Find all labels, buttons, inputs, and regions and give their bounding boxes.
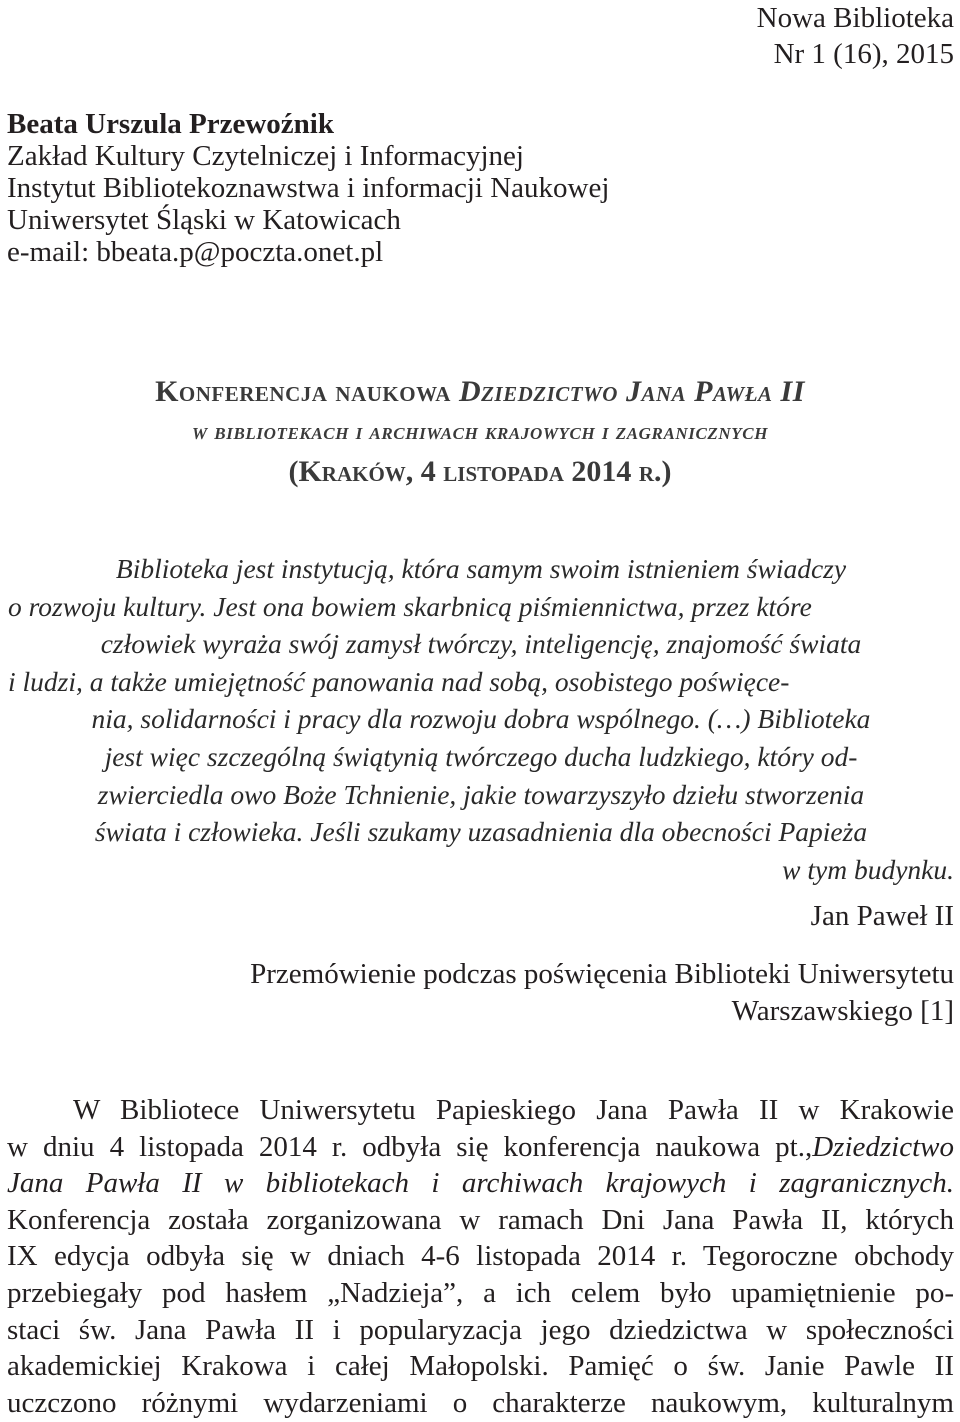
body-line: IX edycja odbyła się w dniach 4-6 listopada 2014 r. Tegoroczne obchody: [7, 1240, 954, 1273]
body-paragraph: [7, 1092, 954, 1421]
body-italic-title: Dziedzictwo: [812, 1130, 954, 1163]
epigraph-line: świata i człowieka. Jeśli szukamy uzasadnienia dla obecności Papieża: [94, 816, 868, 848]
epigraph-line: o rozwoju kultury. Jest ona bowiem skarbnicą piśmiennictwa, przez które: [8, 590, 812, 622]
author-affiliation-university: Uniwersytet Śląski w Katowicach: [7, 204, 401, 236]
epigraph-line: Biblioteka jest instytucją, która samym swoim istnieniem świadczy: [115, 553, 847, 584]
epigraph-line: w tym budynku.: [782, 853, 954, 885]
epigraph-quote: [8, 550, 954, 888]
journal-name: Nowa Biblioteka: [756, 2, 954, 34]
title-line-3: (Kraków, 4 listopada 2014 r.): [288, 455, 672, 488]
epigraph-line: nia, solidarności i pracy dla rozwoju dobra wspólnego. (…) Biblioteka: [91, 703, 871, 735]
author-affiliation-institute: Instytut Bibliotekoznawstwa i informacji Naukowej: [7, 172, 610, 204]
body-line: staci św. Jana Pawła II i popularyzacja jego dziedzictwa w społeczności: [7, 1313, 954, 1346]
body-text-run: w dniu 4 listopada 2014 r. odbyła się konferencja naukowa pt.,: [7, 1130, 813, 1163]
body-line: Jana Pawła II w bibliotekach i archiwach krajowych i zagranicznych.: [7, 1167, 954, 1200]
attribution-source: Przemówienie podczas poświęcenia Biblioteki Uniwersytetu: [250, 957, 954, 990]
attribution-author: Jan Paweł II: [810, 900, 954, 932]
epigraph-line: zwierciedla owo Boże Tchnienie, jakie towarzyszyło dziełu stworzenia: [97, 778, 865, 810]
body-line: W Bibliotece Uniwersytetu Papieskiego Jana Pawła II w Krakowie: [73, 1094, 954, 1126]
title-line-1: [0, 372, 960, 412]
epigraph-attribution: [250, 898, 954, 1031]
body-line: [7, 1129, 954, 1166]
epigraph-line: i ludzi, a także umiejętność panowania nad sobą, osobistego poświęce-: [8, 665, 790, 697]
body-line: przebiegały pod hasłem „Nadzieja”, a ich celem było upamiętnienie po-: [7, 1276, 954, 1309]
title-heritage: Dziedzictwo Jana Pawła II: [458, 375, 805, 408]
attribution-source: Warszawskiego [1]: [731, 995, 954, 1027]
article-title: [0, 372, 960, 492]
epigraph-line: jest więc szczególną świątynią twórczego ducha ludzkiego, który od-: [104, 740, 858, 772]
author-name: Beata Urszula Przewoźnik: [7, 108, 334, 140]
body-line: Konferencja została zorganizowana w ramach Dni Jana Pawła II, których: [7, 1203, 954, 1236]
title-line-2: w bibliotekach i archiwach krajowych i zagranicznych: [191, 419, 769, 445]
author-email: e-mail: bbeata.p@poczta.onet.pl: [7, 236, 384, 268]
body-line: uczczono różnymi wydarzeniami o charakterze naukowym, kulturalnym: [7, 1386, 954, 1419]
journal-header: [757, 0, 954, 72]
title-conference: Konferencja naukowa: [155, 375, 459, 408]
journal-issue: Nr 1 (16), 2015: [773, 38, 954, 70]
author-affiliation-department: Zakład Kultury Czytelniczej i Informacyjnej: [7, 140, 524, 172]
author-block: [7, 108, 609, 268]
epigraph-line: człowiek wyraża swój zamysł twórczy, inteligencję, znajomość świata: [100, 628, 862, 660]
body-line: akademickiej Krakowa i całej Małopolski. Pamięć o św. Janie Pawle II: [7, 1350, 954, 1383]
